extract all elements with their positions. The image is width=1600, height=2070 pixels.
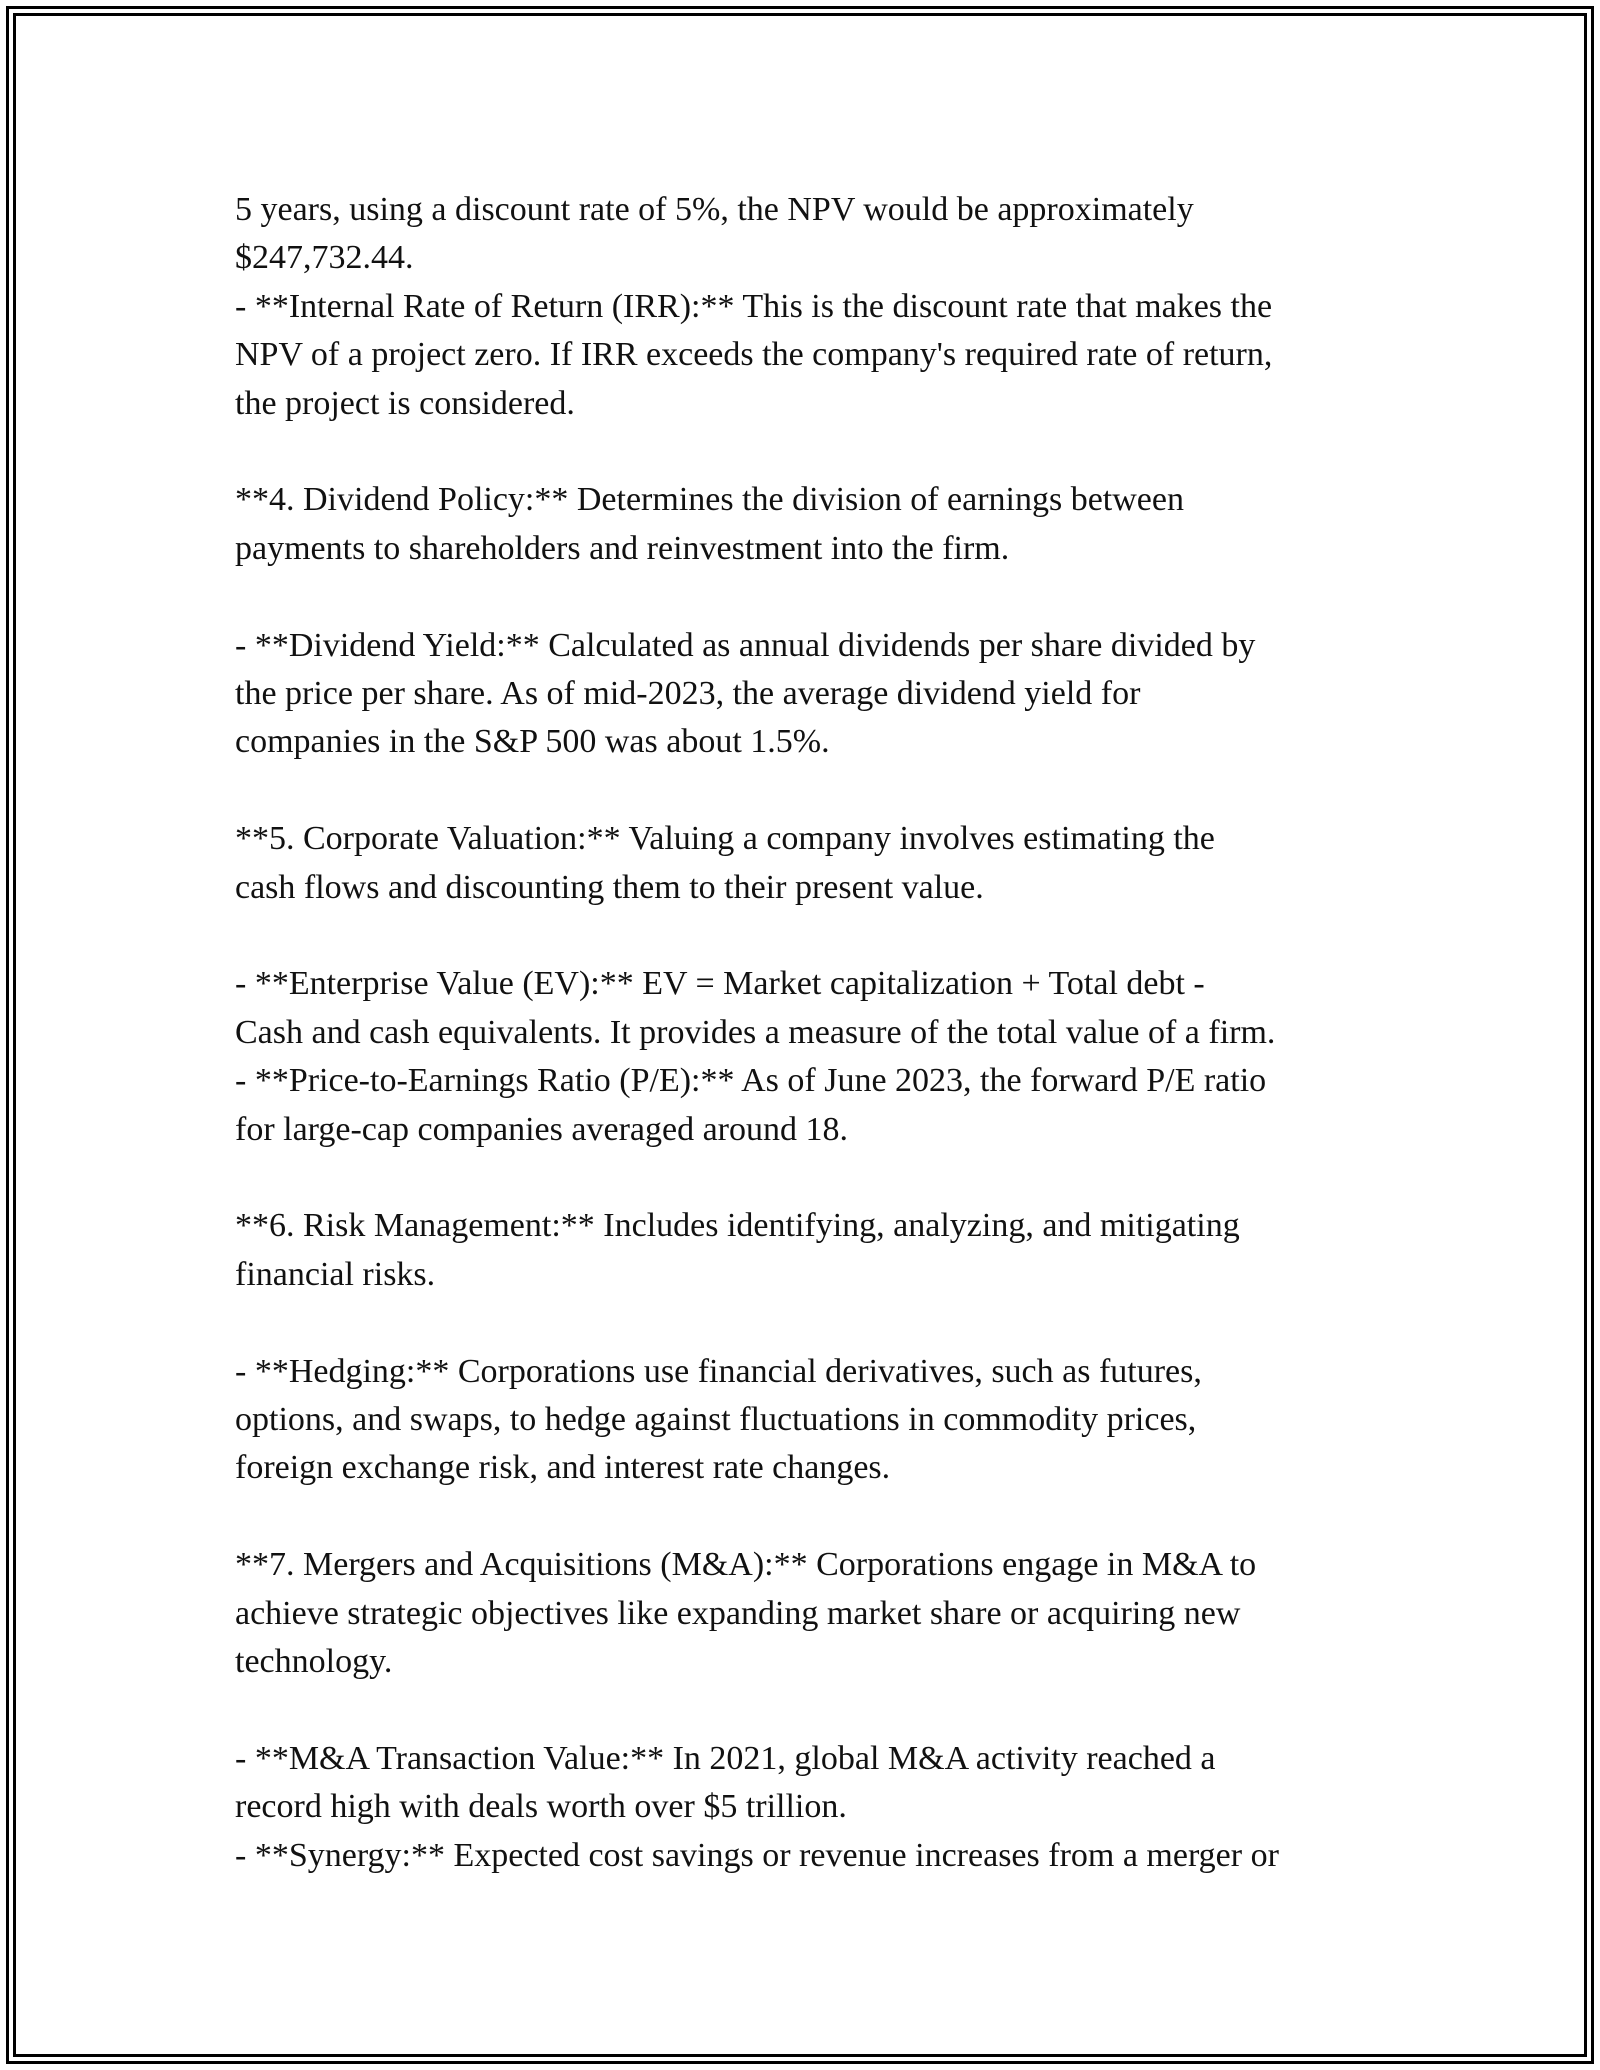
text-line: - **Enterprise Value (EV):** EV = Market capitalization + Total debt - [235, 965, 1205, 1003]
text-line: the project is considered. [235, 384, 575, 422]
text-line: - **Price-to-Earnings Ratio (P/E):** As of June 2023, the forward P/E ratio [235, 1062, 1267, 1100]
text-line: for large-cap companies averaged around 18. [235, 1110, 848, 1148]
text-line: technology. [235, 1643, 393, 1681]
text-line: companies in the S&P 500 was about 1.5%. [235, 723, 830, 761]
blank-line [235, 912, 1385, 960]
text-line: $247,732.44. [235, 239, 414, 277]
text-line: financial risks. [235, 1255, 436, 1293]
text-line: achieve strategic objectives like expanding market share or acquiring new [235, 1594, 1241, 1632]
text-line: Cash and cash equivalents. It provides a measure of the total value of a firm. [235, 1013, 1276, 1051]
section-heading-line: **4. Dividend Policy:** Determines the division of earnings between [235, 481, 1184, 519]
blank-line [235, 1154, 1385, 1202]
text-line: - **Internal Rate of Return (IRR):** This is the discount rate that makes the [235, 287, 1273, 325]
blank-line [235, 1493, 1385, 1541]
text-line: NPV of a project zero. If IRR exceeds the company's required rate of return, [235, 336, 1273, 374]
text-line: payments to shareholders and reinvestment into the firm. [235, 529, 1010, 567]
blank-line [235, 428, 1385, 476]
text-line: foreign exchange risk, and interest rate changes. [235, 1449, 891, 1487]
text-line: - **Hedging:** Corporations use financial derivatives, such as futures, [235, 1352, 1202, 1390]
blank-line [235, 1686, 1385, 1734]
text-line: cash flows and discounting them to their present value. [235, 868, 984, 906]
blank-line [235, 573, 1385, 621]
section-heading-line: **5. Corporate Valuation:** Valuing a company involves estimating the [235, 820, 1215, 858]
section-heading-line: **7. Mergers and Acquisitions (M&A):** Corporations engage in M&A to [235, 1546, 1257, 1584]
section-heading-line: **6. Risk Management:** Includes identifying, analyzing, and mitigating [235, 1207, 1240, 1245]
text-line: options, and swaps, to hedge against fluctuations in commodity prices, [235, 1401, 1197, 1439]
blank-line [235, 1299, 1385, 1347]
text-line: - **Dividend Yield:** Calculated as annual dividends per share divided by [235, 626, 1256, 664]
text-line: - **Synergy:** Expected cost savings or revenue increases from a merger or [235, 1836, 1279, 1874]
text-line: the price per share. As of mid-2023, the average dividend yield for [235, 675, 1141, 713]
text-line: - **M&A Transaction Value:** In 2021, global M&A activity reached a [235, 1739, 1216, 1777]
blank-line [235, 767, 1385, 815]
text-line: record high with deals worth over $5 trillion. [235, 1788, 847, 1826]
text-line: 5 years, using a discount rate of 5%, the NPV would be approximately [235, 191, 1194, 228]
document-body [235, 186, 1385, 1880]
